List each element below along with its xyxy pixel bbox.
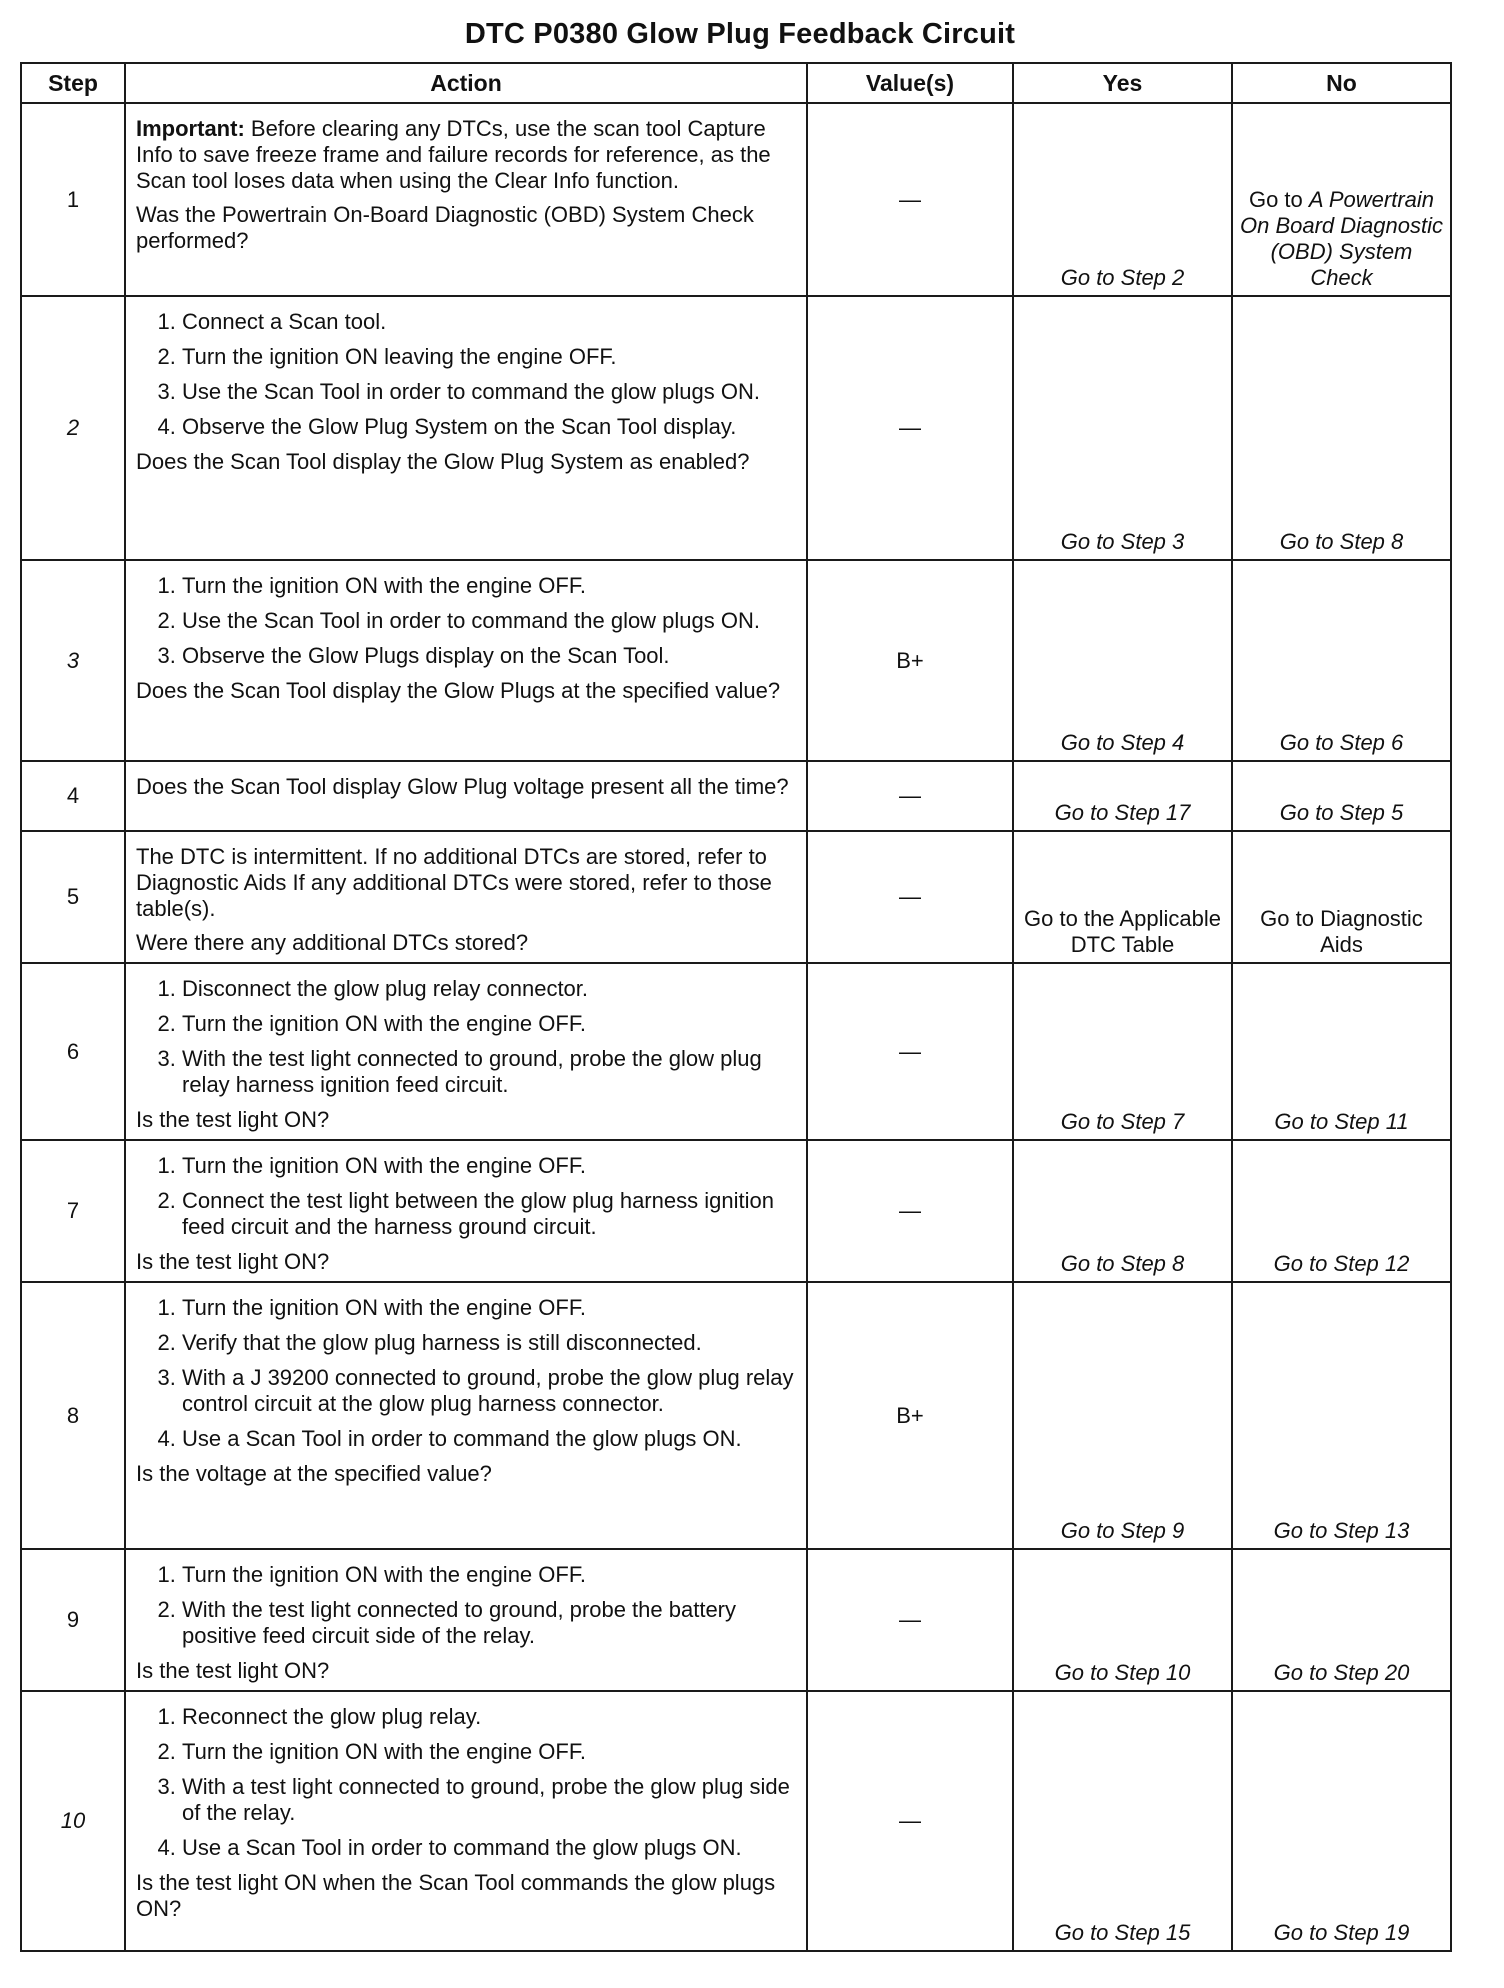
no-cell	[1232, 103, 1451, 296]
table-row	[21, 1549, 1451, 1691]
yes-cell: Go to Step 15	[1013, 1691, 1232, 1951]
important-label: Important:	[136, 116, 245, 141]
value-cell: —	[807, 1549, 1013, 1691]
action-steps	[136, 1153, 796, 1240]
no-link: A Powertrain On Board Diagnostic (OBD) System Check	[1240, 187, 1443, 290]
value-cell: —	[807, 1691, 1013, 1951]
action-cell	[125, 1282, 807, 1549]
step-number: 10	[21, 1691, 125, 1951]
action-question: Is the test light ON?	[136, 1107, 330, 1132]
header-no: No	[1232, 63, 1451, 103]
action-step-item: 2. Turn the ignition ON leaving the engine OFF.	[182, 344, 796, 370]
action-cell	[125, 560, 807, 761]
table-row	[21, 103, 1451, 296]
header-action: Action	[125, 63, 807, 103]
action-steps	[136, 1295, 796, 1452]
yes-cell: Go to the Applicable DTC Table	[1013, 831, 1232, 963]
action-intro	[136, 116, 796, 194]
table-row	[21, 831, 1451, 963]
action-steps	[136, 1704, 796, 1861]
action-cell	[125, 103, 807, 296]
action-step-item: 3. Use the Scan Tool in order to command the glow plugs ON.	[182, 379, 796, 405]
header-values: Value(s)	[807, 63, 1013, 103]
action-step-item: 2. Use the Scan Tool in order to command the glow plugs ON.	[182, 608, 796, 634]
action-step-item: 1. Reconnect the glow plug relay.	[182, 1704, 796, 1730]
no-cell: Go to Step 8	[1232, 296, 1451, 560]
action-step-item: 4. Use a Scan Tool in order to command the glow plugs ON.	[182, 1835, 796, 1861]
action-step-item: 4. Use a Scan Tool in order to command the glow plugs ON.	[182, 1426, 796, 1452]
table-row	[21, 1282, 1451, 1549]
action-step-item: 3. Observe the Glow Plugs display on the Scan Tool.	[182, 643, 796, 669]
no-cell: Go to Step 11	[1232, 963, 1451, 1140]
action-cell	[125, 831, 807, 963]
action-intro: The DTC is intermittent. If no additional DTCs are stored, refer to Diagnostic Aids If any additional DTCs were stored, refer to those table(s).	[136, 844, 772, 921]
step-number: 4	[21, 761, 125, 831]
action-step-item: 1. Disconnect the glow plug relay connector.	[182, 976, 796, 1002]
table-row	[21, 761, 1451, 831]
table-row	[21, 1691, 1451, 1951]
value-cell: B+	[807, 560, 1013, 761]
action-question: Is the voltage at the specified value?	[136, 1461, 492, 1486]
action-step-item: 1. Turn the ignition ON with the engine OFF.	[182, 1153, 796, 1179]
action-cell	[125, 1691, 807, 1951]
table-row	[21, 296, 1451, 560]
yes-cell: Go to Step 9	[1013, 1282, 1232, 1549]
action-step-item: 2. Turn the ignition ON with the engine OFF.	[182, 1011, 796, 1037]
action-step-item: 4. Observe the Glow Plug System on the Scan Tool display.	[182, 414, 796, 440]
action-question: Were there any additional DTCs stored?	[136, 930, 529, 955]
action-question: Does the Scan Tool display the Glow Plug System as enabled?	[136, 449, 750, 474]
yes-cell: Go to Step 10	[1013, 1549, 1232, 1691]
value-cell: —	[807, 296, 1013, 560]
action-step-item: 1. Turn the ignition ON with the engine OFF.	[182, 1295, 796, 1321]
action-step-item: 2. With the test light connected to ground, probe the battery positive feed circuit side of the relay.	[182, 1597, 796, 1649]
action-step-item: 3. With a J 39200 connected to ground, probe the glow plug relay control circuit at the glow plug harness connector.	[182, 1365, 796, 1417]
action-question: Was the Powertrain On-Board Diagnostic (OBD) System Check performed?	[136, 202, 754, 253]
value-cell: —	[807, 963, 1013, 1140]
no-cell: Go to Diagnostic Aids	[1232, 831, 1451, 963]
yes-cell: Go to Step 7	[1013, 963, 1232, 1140]
step-number: 6	[21, 963, 125, 1140]
header-yes: Yes	[1013, 63, 1232, 103]
action-step-item: 2. Connect the test light between the glow plug harness ignition feed circuit and the harness ground circuit.	[182, 1188, 796, 1240]
action-step-item: 1. Turn the ignition ON with the engine OFF.	[182, 1562, 796, 1588]
no-cell: Go to Step 12	[1232, 1140, 1451, 1282]
step-number: 7	[21, 1140, 125, 1282]
yes-cell: Go to Step 3	[1013, 296, 1232, 560]
action-question: Is the test light ON when the Scan Tool commands the glow plugs ON?	[136, 1870, 776, 1921]
yes-cell: Go to Step 17	[1013, 761, 1232, 831]
diagnostic-table	[20, 62, 1452, 1952]
page-title: DTC P0380 Glow Plug Feedback Circuit	[464, 18, 1016, 50]
important-text: Before clearing any DTCs, use the scan tool Capture Info to save freeze frame and failure records for reference, as the Scan tool loses data when using the Clear Info function.	[136, 116, 771, 193]
step-number: 5	[21, 831, 125, 963]
action-cell	[125, 1549, 807, 1691]
action-steps	[136, 1562, 796, 1649]
no-cell: Go to Step 19	[1232, 1691, 1451, 1951]
table-row	[21, 963, 1451, 1140]
value-cell: B+	[807, 1282, 1013, 1549]
yes-cell: Go to Step 4	[1013, 560, 1232, 761]
action-question: Does the Scan Tool display the Glow Plugs at the specified value?	[136, 678, 781, 703]
step-number: 9	[21, 1549, 125, 1691]
step-number: 1	[21, 103, 125, 296]
action-step-item: 3. With the test light connected to ground, probe the glow plug relay harness ignition feed circuit.	[182, 1046, 796, 1098]
yes-cell: Go to Step 2	[1013, 103, 1232, 296]
step-number: 2	[21, 296, 125, 560]
action-step-item: 2. Turn the ignition ON with the engine OFF.	[182, 1739, 796, 1765]
action-cell	[125, 761, 807, 831]
action-step-item: 2. Verify that the glow plug harness is still disconnected.	[182, 1330, 796, 1356]
value-cell: —	[807, 1140, 1013, 1282]
no-cell: Go to Step 5	[1232, 761, 1451, 831]
action-cell	[125, 963, 807, 1140]
header-step: Step	[21, 63, 125, 103]
action-steps	[136, 309, 796, 440]
header-row	[21, 63, 1451, 103]
table-row	[21, 1140, 1451, 1282]
step-number: 3	[21, 560, 125, 761]
action-cell	[125, 1140, 807, 1282]
no-cell: Go to Step 6	[1232, 560, 1451, 761]
action-question: Does the Scan Tool display Glow Plug voltage present all the time?	[136, 774, 789, 799]
action-question: Is the test light ON?	[136, 1658, 330, 1683]
value-cell: —	[807, 103, 1013, 296]
no-cell: Go to Step 13	[1232, 1282, 1451, 1549]
table-row	[21, 560, 1451, 761]
no-cell: Go to Step 20	[1232, 1549, 1451, 1691]
yes-cell: Go to Step 8	[1013, 1140, 1232, 1282]
step-number: 8	[21, 1282, 125, 1549]
action-question: Is the test light ON?	[136, 1249, 330, 1274]
action-step-item: 3. With a test light connected to ground, probe the glow plug side of the relay.	[182, 1774, 796, 1826]
no-prefix: Go to	[1248, 187, 1309, 212]
action-steps	[136, 573, 796, 669]
value-cell: —	[807, 761, 1013, 831]
action-step-item: 1. Connect a Scan tool.	[182, 309, 796, 335]
action-steps	[136, 976, 796, 1098]
value-cell: —	[807, 831, 1013, 963]
action-cell	[125, 296, 807, 560]
action-step-item: 1. Turn the ignition ON with the engine OFF.	[182, 573, 796, 599]
